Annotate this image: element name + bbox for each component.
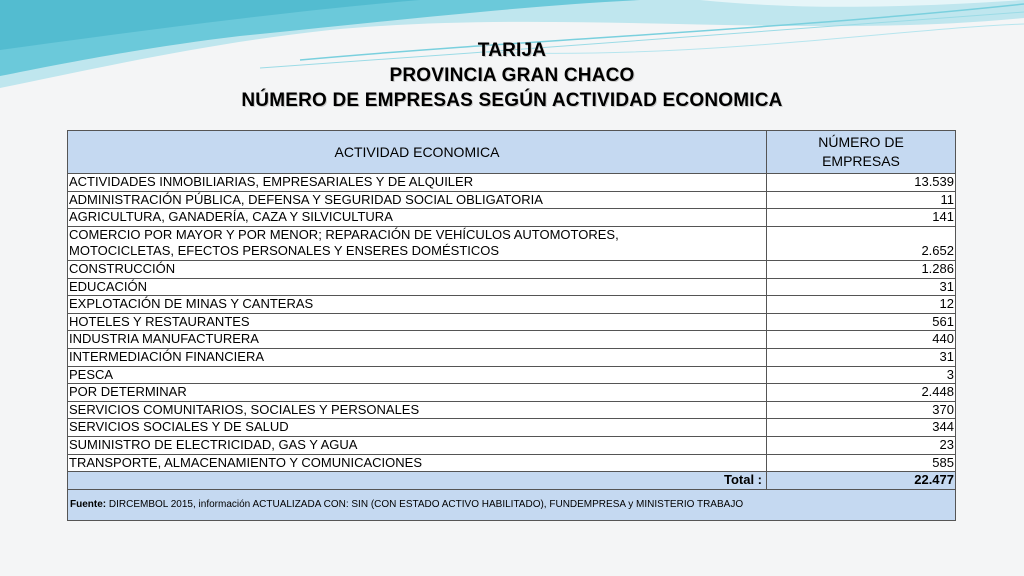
count-cell: 370	[767, 401, 956, 419]
count-cell: 12	[767, 296, 956, 314]
table-row	[68, 366, 956, 384]
total-value: 22.477	[767, 472, 956, 490]
activity-cell: EDUCACIÓN	[68, 278, 767, 296]
table-row	[68, 191, 956, 209]
activity-cell: ACTIVIDADES INMOBILIARIAS, EMPRESARIALES Y DE ALQUILER	[68, 174, 767, 192]
header-count-line1: NÚMERO DE	[818, 134, 904, 150]
companies-by-activity-table	[67, 130, 956, 521]
count-cell: 561	[767, 313, 956, 331]
source-label: Fuente:	[70, 499, 107, 511]
table-row	[68, 454, 956, 472]
title-main: NÚMERO DE EMPRESAS SEGÚN ACTIVIDAD ECONOMICA	[241, 90, 783, 111]
table-row	[68, 348, 956, 366]
count-cell: 141	[767, 209, 956, 227]
table-row	[68, 174, 956, 192]
header-count	[767, 131, 956, 174]
table-row	[68, 401, 956, 419]
header-activity: ACTIVIDAD ECONOMICA	[68, 131, 767, 174]
table-row	[68, 331, 956, 349]
activity-cell: SERVICIOS COMUNITARIOS, SOCIALES Y PERSONALES	[68, 401, 767, 419]
table-row	[68, 226, 956, 260]
count-cell: 13.539	[767, 174, 956, 192]
count-cell: 31	[767, 348, 956, 366]
count-cell: 11	[767, 191, 956, 209]
activity-cell: INDUSTRIA MANUFACTURERA	[68, 331, 767, 349]
activity-cell: EXPLOTACIÓN DE MINAS Y CANTERAS	[68, 296, 767, 314]
activity-cell: PESCA	[68, 366, 767, 384]
title-department: TARIJA	[477, 40, 547, 61]
activity-cell: CONSTRUCCIÓN	[68, 260, 767, 278]
count-cell: 440	[767, 331, 956, 349]
activity-cell	[68, 226, 767, 260]
source-row	[68, 489, 956, 520]
table-row	[68, 436, 956, 454]
count-cell: 3	[767, 366, 956, 384]
title-province: PROVINCIA GRAN CHACO	[389, 65, 635, 86]
table-row	[68, 260, 956, 278]
table-row	[68, 419, 956, 437]
table-header-row	[68, 131, 956, 174]
table-row	[68, 209, 956, 227]
source-text: DIRCEMBOL 2015, información ACTUALIZADA CON: SIN (CON ESTADO ACTIVO HABILITADO), FUNDEMPRESA y MINISTERIO TRABAJO	[106, 499, 744, 511]
slide-title-block	[0, 38, 1024, 113]
activity-cell: AGRICULTURA, GANADERÍA, CAZA Y SILVICULTURA	[68, 209, 767, 227]
count-cell: 2.448	[767, 384, 956, 402]
activity-cell: SUMINISTRO DE ELECTRICIDAD, GAS Y AGUA	[68, 436, 767, 454]
count-cell: 585	[767, 454, 956, 472]
source-note	[68, 489, 956, 520]
activity-cell-line1: COMERCIO POR MAYOR Y POR MENOR; REPARACIÓN DE VEHÍCULOS AUTOMOTORES,	[69, 226, 619, 242]
total-label: Total :	[68, 472, 767, 490]
count-cell: 1.286	[767, 260, 956, 278]
activity-cell: INTERMEDIACIÓN FINANCIERA	[68, 348, 767, 366]
count-cell: 31	[767, 278, 956, 296]
activity-cell: SERVICIOS SOCIALES Y DE SALUD	[68, 419, 767, 437]
total-row	[68, 472, 956, 490]
table-row	[68, 278, 956, 296]
activity-cell: HOTELES Y RESTAURANTES	[68, 313, 767, 331]
table-row	[68, 296, 956, 314]
table-row	[68, 313, 956, 331]
activity-cell-line2: MOTOCICLETAS, EFECTOS PERSONALES Y ENSERES DOMÉSTICOS	[69, 243, 500, 259]
header-count-line2: EMPRESAS	[822, 153, 900, 169]
count-cell: 23	[767, 436, 956, 454]
count-cell: 344	[767, 419, 956, 437]
activity-cell: TRANSPORTE, ALMACENAMIENTO Y COMUNICACIONES	[68, 454, 767, 472]
activity-cell: ADMINISTRACIÓN PÚBLICA, DEFENSA Y SEGURIDAD SOCIAL OBLIGATORIA	[68, 191, 767, 209]
table-row	[68, 384, 956, 402]
activity-cell: POR DETERMINAR	[68, 384, 767, 402]
count-cell: 2.652	[767, 226, 956, 260]
